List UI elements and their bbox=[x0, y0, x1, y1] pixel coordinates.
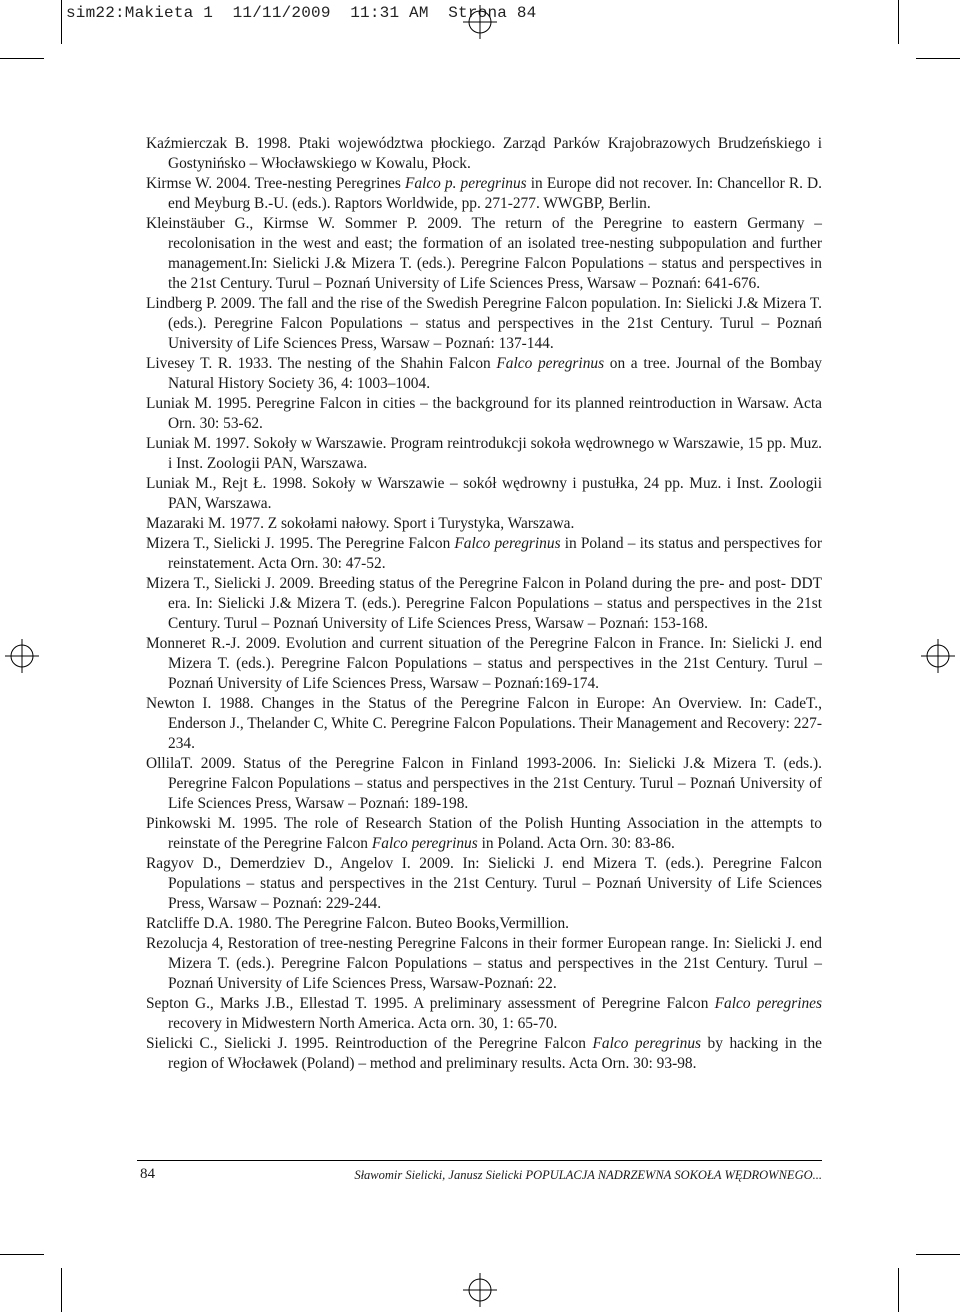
reference-text: Kleinstäuber G., Kirmse W. Sommer P. 2009. The return of the Peregrine to eastern Germany – recolonisation in the west and east; the formation of an isolated tree-nesting subpopulation and further management.In: Sielicki J.& Mizera T. (eds.). Peregrine Falcon Populations – status and perspectives in the 21st Century. Turul – Poznań University of Life Sciences Press, Warsaw – Poznań: 641-676. bbox=[146, 215, 822, 292]
reference-text: Mizera T., Sielicki J. 1995. The Peregrine Falcon bbox=[146, 535, 455, 552]
reference-text: Ratcliffe D.A. 1980. The Peregrine Falcon. Buteo Books,Vermillion. bbox=[146, 915, 570, 932]
crop-mark bbox=[61, 0, 62, 44]
reference-entry bbox=[146, 214, 822, 294]
reference-entry bbox=[146, 934, 822, 994]
crop-mark bbox=[0, 1254, 44, 1255]
reference-text: Livesey T. R. 1933. The nesting of the Shahin Falcon bbox=[146, 355, 497, 372]
registration-mark-icon bbox=[921, 639, 955, 673]
reference-entry bbox=[146, 574, 822, 634]
reference-text: Lindberg P. 2009. The fall and the rise of the Swedish Peregrine Falcon population. In: Sielicki J.& Mizera T. (eds.). Peregrine Falcon Populations – status and perspectives in the 21st Century. Turul – Poznań University of Life Sciences Press, Warsaw – Poznań: 137-144. bbox=[146, 295, 822, 352]
reference-text: Kirmse W. 2004. Tree-nesting Peregrines bbox=[146, 175, 405, 192]
reference-text: Ragyov D., Demerdziev D., Angelov I. 2009. In: Sielicki J. end Mizera T. (eds.). Peregrine Falcon Populations – status and perspectives in the 21st Century. Turul – Poznań University of Life Sciences Press, Warsaw – Poznań: 229-244. bbox=[146, 855, 822, 912]
reference-text: recovery in Midwestern North America. Acta orn. 30, 1: 65-70. bbox=[168, 1015, 558, 1032]
print-slug: sim22:Makieta 1 11/11/2009 11:31 AM Strona 84 bbox=[66, 4, 537, 22]
reference-text: Monneret R.-J. 2009. Evolution and current situation of the Peregrine Falcon in France. In: Sielicki J. end Mizera T. (eds.). Peregrine Falcon Populations – status and perspectives in the 21st Century. Turul – Poznań University of Life Sciences Press, Warsaw – Poznań:169-174. bbox=[146, 635, 822, 692]
reference-text: Kaźmierczak B. 1998. Ptaki województwa płockiego. Zarząd Parków Krajobrazowych Brudzeńskiego i Gostynińsko – Włocławskiego w Kowalu, Płock. bbox=[146, 135, 822, 172]
reference-entry bbox=[146, 294, 822, 354]
reference-text: OllilaT. 2009. Status of the Peregrine Falcon in Finland 1993-2006. In: Sielicki J.& Mizera T. (eds.). Peregrine Falcon Populations – status and perspectives in the 21st Century. Turul – Poznań University of Life Sciences Press, Warsaw – Poznań: 189-198. bbox=[146, 755, 822, 812]
reference-entry bbox=[146, 754, 822, 814]
reference-entry bbox=[146, 174, 822, 214]
reference-entry bbox=[146, 854, 822, 914]
registration-mark-icon bbox=[463, 1273, 497, 1307]
page-number: 84 bbox=[140, 1166, 155, 1182]
reference-entry bbox=[146, 474, 822, 514]
registration-mark-icon bbox=[5, 639, 39, 673]
reference-text: by hacking in the region of Włocławek (Poland) – method and preliminary results. Acta Orn. 30: 93-98. bbox=[168, 1035, 822, 1072]
reference-entry bbox=[146, 1034, 822, 1074]
reference-text: in Poland – its status and perspectives for reinstatement. Acta Orn. 30: 47-52. bbox=[168, 535, 822, 572]
reference-entry bbox=[146, 694, 822, 754]
reference-text: Newton I. 1988. Changes in the Status of the Peregrine Falcon in Europe: An Overview. In: CadeT., Enderson J., Thelander C, White C. Peregrine Falcon Populations. Their Management and Recovery: 227-234. bbox=[146, 695, 822, 752]
reference-text: Pinkowski M. 1995. The role of Research Station of the Polish Hunting Association in the attempts to reinstate of the Peregrine Falcon bbox=[146, 815, 822, 852]
reference-text: in Europe did not recover. In: Chancellor R. D. end Meyburg B.-U. (eds.). Raptors Worldwide, pp. 271-277. WWGBP, Berlin. bbox=[168, 175, 822, 212]
reference-text: Septon G., Marks J.B., Ellestad T. 1995. A preliminary assessment of Peregrine Falcon bbox=[146, 995, 715, 1012]
reference-entry bbox=[146, 914, 822, 934]
registration-mark-icon bbox=[463, 5, 497, 39]
reference-text: Sielicki C., Sielicki J. 1995. Reintroduction of the Peregrine Falcon bbox=[146, 1035, 593, 1052]
reference-text: Luniak M. 1997. Sokoły w Warszawie. Program reintrodukcji sokoła wędrownego w Warszawie, 15 pp. Muz. i Inst. Zoologii PAN, Warszawa. bbox=[146, 435, 822, 472]
reference-text: Mazaraki M. 1977. Z sokołami nałowy. Sport i Turystyka, Warszawa. bbox=[146, 515, 575, 532]
reference-text: on a tree. Journal of the Bombay Natural History Society 36, 4: 1003–1004. bbox=[168, 355, 822, 392]
reference-entry bbox=[146, 634, 822, 694]
species-name: Falco peregrinus bbox=[454, 535, 561, 552]
crop-mark bbox=[916, 1254, 960, 1255]
species-name: Falco p. peregrinus bbox=[404, 175, 527, 192]
running-footer-title: Sławomir Sielicki, Janusz Sielicki POPULACJA NADRZEWNA SOKOŁA WĘDROWNEGO... bbox=[354, 1168, 822, 1182]
crop-mark bbox=[0, 58, 44, 59]
reference-text: Mizera T., Sielicki J. 2009. Breeding status of the Peregrine Falcon in Poland during the pre- and post- DDT era. In: Sielicki J.& Mizera T. (eds.). Peregrine Falcon Populations – status and perspectives in the 21st Century. Turul – Poznań University of Life Sciences Press, Warsaw – Poznań: 153-168. bbox=[146, 575, 822, 632]
reference-entry bbox=[146, 394, 822, 434]
reference-entry bbox=[146, 134, 822, 174]
reference-list bbox=[146, 134, 822, 1074]
species-name: Falco peregrinus bbox=[592, 1035, 702, 1052]
reference-text: in Poland. Acta Orn. 30: 83-86. bbox=[477, 835, 675, 852]
reference-entry bbox=[146, 814, 822, 854]
reference-text: Luniak M. 1995. Peregrine Falcon in cities – the background for its planned reintroduction in Warsaw. Acta Orn. 30: 53-62. bbox=[146, 395, 822, 432]
reference-entry bbox=[146, 434, 822, 474]
reference-text: Luniak M., Rejt Ł. 1998. Sokoły w Warszawie – sokół wędrowny i pustułka, 24 pp. Muz. i Inst. Zoologii PAN, Warszawa. bbox=[146, 475, 822, 512]
reference-entry bbox=[146, 994, 822, 1034]
reference-text: Rezolucja 4, Restoration of tree-nesting Peregrine Falcons in their former European range. In: Sielicki J. end Mizera T. (eds.). Peregrine Falcon Populations – status and perspectives in the 21st Century. Turul – Poznań University of Life Sciences Press, Warsaw-Poznań: 22. bbox=[146, 935, 822, 992]
reference-entry bbox=[146, 354, 822, 394]
species-name: Falco peregrinus bbox=[371, 835, 478, 852]
footer-rule bbox=[137, 1160, 822, 1161]
crop-mark bbox=[61, 1268, 62, 1312]
reference-entry bbox=[146, 534, 822, 574]
species-name: Falco peregrinus bbox=[496, 355, 605, 372]
crop-mark bbox=[898, 1268, 899, 1312]
species-name: Falco peregrines bbox=[714, 995, 822, 1012]
crop-mark bbox=[916, 58, 960, 59]
reference-entry bbox=[146, 514, 822, 534]
crop-mark bbox=[898, 0, 899, 44]
